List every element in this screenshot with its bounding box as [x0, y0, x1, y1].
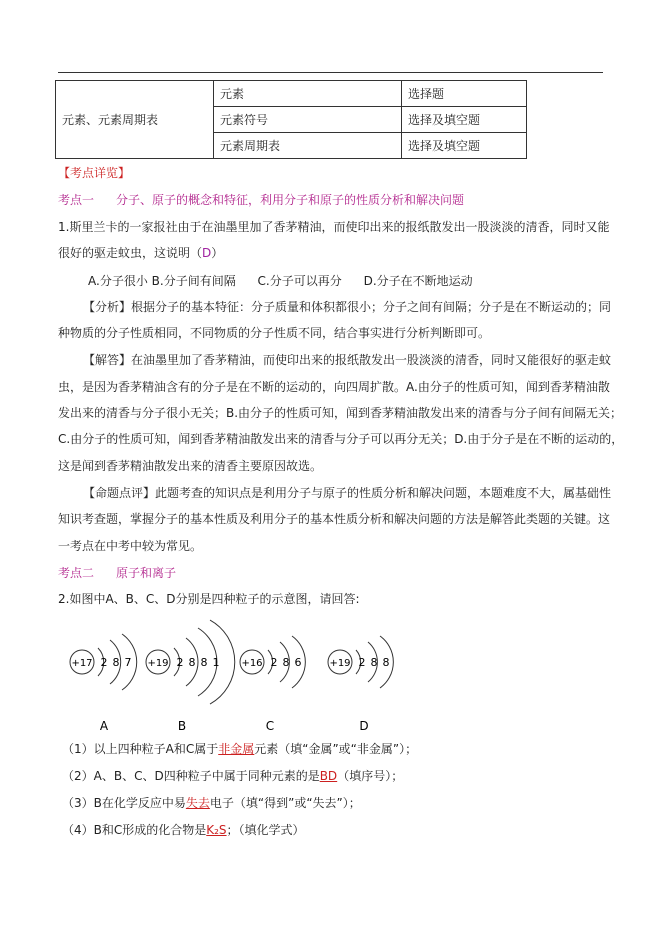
shell-count: 2: [176, 656, 184, 669]
nucleus-charge: +19: [329, 658, 351, 669]
table-cell-type: 选择题: [402, 81, 527, 107]
comment-line1: 【命题点评】此题考查的知识点是利用分子与原子的性质分析和解决问题，本题难度不大，属基础性: [83, 486, 612, 500]
solution-line3: 发出来的清香与分子很小无关；B.由分子的性质可知，闻到香茅精油散发出来的清香与分子间有间隔无关；: [58, 406, 623, 420]
section-heading: 【考点详览】: [58, 166, 131, 180]
q2-sub2-text: （2）A、B、C、D四种粒子中属于同种元素的是: [62, 769, 320, 783]
table-cell-type: 选择及填空题: [402, 133, 527, 159]
atom-c: [240, 636, 305, 732]
table-cell-item: 元素: [214, 81, 402, 107]
atom-diagrams: [58, 612, 418, 732]
q2-sub3-text: 电子（填“得到”或“失去”）；: [209, 796, 361, 810]
nucleus-charge: +19: [147, 658, 169, 669]
solution-line2: 虫，是因为香茅精油含有的分子是在不断的运动的，向四周扩散。A.由分子的性质可知，闻到香茅精油散: [58, 380, 610, 394]
kaodian1-title: 分子、原子的概念和特征，利用分子和原子的性质分析和解决问题: [116, 193, 465, 207]
comment-line3: 一考点在中考中较为常见。: [58, 539, 203, 553]
shell-count: 2: [358, 656, 366, 669]
kaodian2-label: 考点二: [58, 566, 95, 580]
q2-sub4-text: ；（填化学式）: [226, 823, 305, 837]
q2-intro: 2.如图中A、B、C、D分别是四种粒子的示意图，请回答:: [58, 592, 360, 606]
shell-count: 8: [382, 656, 390, 669]
option-d: D.分子在不断地运动: [363, 274, 473, 288]
solution-line5: 这是闻到香茅精油散发出来的清香主要原因故选。: [58, 459, 323, 473]
table-cell-type: 选择及填空题: [402, 107, 527, 133]
shell-count: 8: [188, 656, 196, 669]
nucleus-charge: +17: [71, 658, 93, 669]
q1-line2: [58, 244, 223, 262]
table-cell-item: 元素周期表: [214, 133, 402, 159]
option-a: A.分子很小: [88, 274, 148, 288]
nucleus-charge: +16: [241, 658, 263, 669]
particle-label: A: [99, 719, 109, 732]
option-b: B.分子间有间隔: [151, 274, 236, 288]
shell-count: 2: [270, 656, 278, 669]
q1-line1: 1.斯里兰卡的一家报社由于在油墨里加了香茅精油，而使印出来的报纸散发出一股淡淡的清香，同时又能: [58, 220, 610, 234]
analysis-line1: 【分析】根据分子的基本特征：分子质量和体积都很小；分子之间有间隔；分子是在不断运动的；同: [83, 300, 612, 314]
shell-count: 2: [100, 656, 108, 669]
q2-sub1-answer: 非金属: [218, 742, 255, 756]
table-cell-item: 元素符号: [214, 107, 402, 133]
q2-sub3-answer: 失去: [185, 796, 210, 810]
q1-answer: D: [202, 246, 212, 260]
atom-d: [328, 636, 393, 732]
q2-sub4-answer: K₂S: [206, 823, 227, 837]
q2-sub3: [62, 794, 361, 812]
q1-line2-post: ）: [211, 246, 224, 260]
solution-line1: 【解答】在油墨里加了香茅精油，而使印出来的报纸散发出一股淡淡的清香，同时又能很好的驱走蚊: [83, 353, 612, 367]
kaodian1-heading: [58, 191, 464, 209]
q2-sub2-answer: BD: [319, 769, 338, 783]
q1-options: [88, 272, 473, 290]
kaodian2-heading: [58, 564, 176, 582]
shell-count: 8: [112, 656, 120, 669]
q2-sub3-text: （3）B在化学反应中易: [62, 796, 186, 810]
q1-line2-pre: 很好的驱走蚊虫，这说明（: [58, 246, 203, 260]
comment-line2: 知识考查题，掌握分子的基本性质及利用分子的基本性质分析和解决问题的方法是解答此类题的关键。这: [58, 512, 611, 526]
q2-sub4: [62, 821, 305, 839]
atom-a: [70, 634, 137, 732]
q2-sub4-text: （4）B和C形成的化合物是: [62, 823, 207, 837]
shell-count: 8: [370, 656, 378, 669]
shell-count: 6: [294, 656, 302, 669]
q2-sub2-text: （填序号）；: [337, 769, 404, 783]
q2-sub1-text: 元素（填“金属”或“非金属”）；: [254, 742, 418, 756]
shell-count: 8: [282, 656, 290, 669]
kaodian1-label: 考点一: [58, 193, 95, 207]
topic-table: [55, 80, 527, 159]
particle-label: D: [359, 719, 369, 732]
particle-label: C: [265, 719, 275, 732]
shell-count: 8: [200, 656, 208, 669]
q2-sub2: [62, 767, 403, 785]
option-c: C.分子可以再分: [257, 274, 342, 288]
solution-line4: C.由分子的性质可知，闻到香茅精油散发出来的清香与分子可以再分无关；D.由于分子是在不断的运动的，: [58, 432, 624, 446]
kaodian2-title: 原子和离子: [116, 566, 177, 580]
shell-count: 1: [212, 656, 220, 669]
atom-b: [146, 620, 235, 732]
shell-count: 7: [124, 656, 132, 669]
header-rule: [58, 72, 603, 73]
q2-sub1-text: （1）以上四种粒子A和C属于: [62, 742, 219, 756]
analysis-line2: 种物质的分子性质相同，不同物质的分子性质不同，结合事实进行分析判断即可。: [58, 326, 491, 340]
table-row: [56, 81, 527, 107]
table-cell-topic: 元素、元素周期表: [56, 81, 214, 159]
particle-label: B: [177, 719, 187, 732]
q2-sub1: [62, 740, 417, 758]
